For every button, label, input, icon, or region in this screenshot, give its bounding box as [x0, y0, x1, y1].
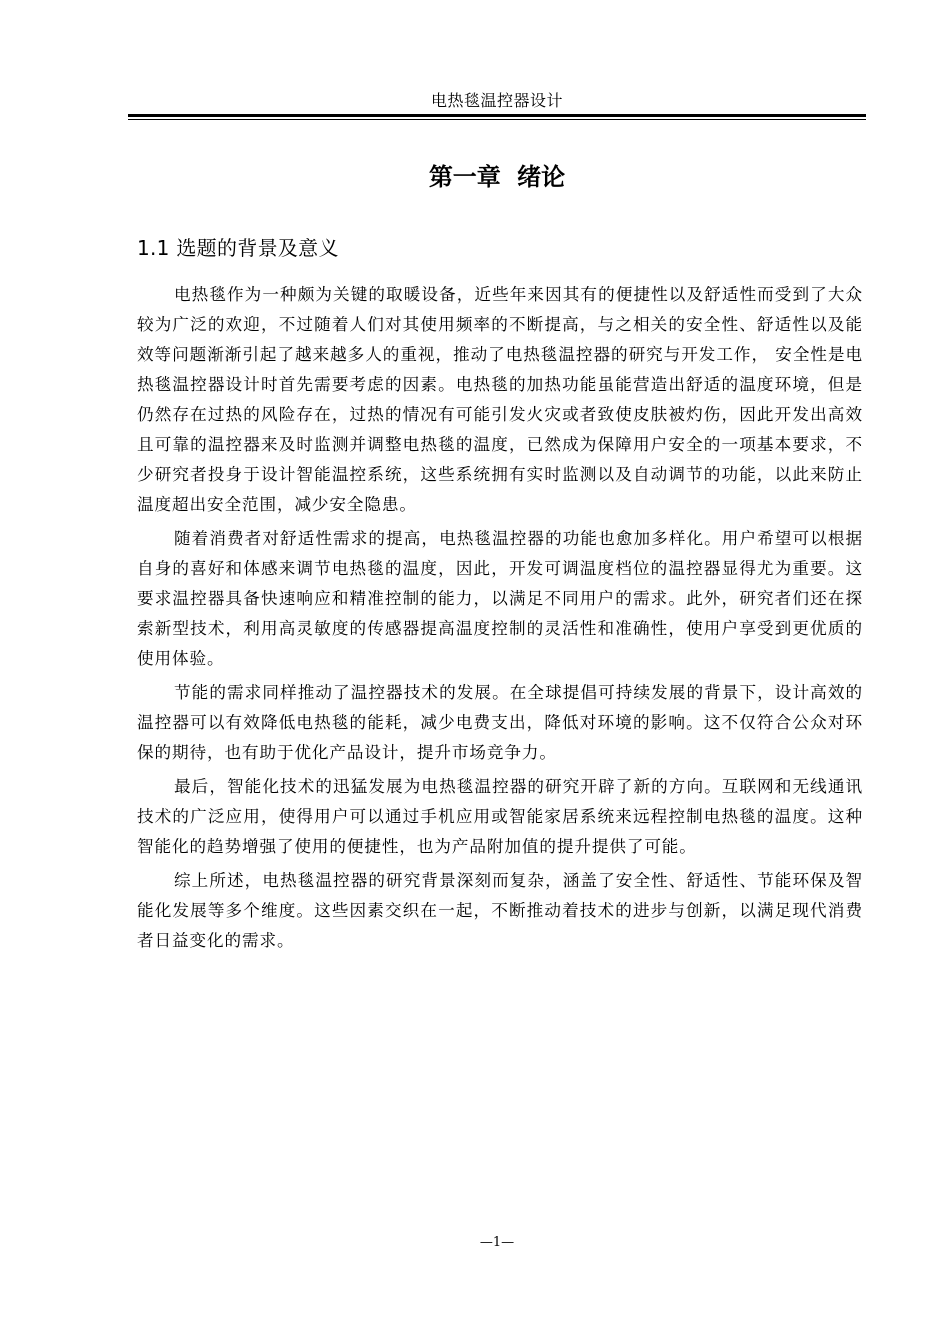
running-header: 电热毯温控器设计 — [430, 91, 563, 110]
paragraph: 随着消费者对舒适性需求的提高，电热毯温控器的功能也愈加多样化。用户希望可以根据自身的喜好和体感来调节电热毯的温度，因此，开发可调温度档位的温控器显得尤为重要。这要求温控器具备快速响应和精准控制的能力，以满足不同用户的需求。此外，研究者们还在探索新型技术，利用高灵敏度的传感器提高温度控制的灵活性和准确性，使用户享受到更优质的使用体验。 — [137, 529, 863, 668]
header-rule — [128, 114, 866, 117]
page-number: —1— — [479, 1235, 515, 1250]
paragraph: 综上所述，电热毯温控器的研究背景深刻而复杂，涵盖了安全性、舒适性、节能环保及智能化发展等多个维度。这些因素交织在一起，不断推动着技术的进步与创新，以满足现代消费者日益变化的需求。 — [137, 871, 863, 950]
paragraph: 电热毯作为一种颇为关键的取暖设备，近些年来因其有的便捷性以及舒适性而受到了大众较为广泛的欢迎，不过随着人们对其使用频率的不断提高，与之相关的安全性、舒适性以及能效等问题渐渐引起了越来越多人的重视，推动了电热毯温控器的研究与开发工作， 安全性是电热毯温控器设计时首先需要考虑的因素。电热毯的加热功能虽能营造出舒适的温度环境，但是仍然存在过热的风险存在，过热的情况有可能引发火灾或者致使皮肤被灼伤，因此开发出高效且可靠的温控器来及时监测并调整电热毯的温度，已然成为保障用户安全的一项基本要求，不少研究者投身于设计智能温控系统，这些系统拥有实时监测以及自动调节的功能，以此来防止温度超出安全范围，减少安全隐患。 — [137, 285, 863, 514]
paragraph: 节能的需求同样推动了温控器技术的发展。在全球提倡可持续发展的背景下，设计高效的温控器可以有效降低电热毯的能耗，减少电费支出，降低对环境的影响。这不仅符合公众对环保的期待，也有助于优化产品设计，提升市场竞争力。 — [137, 683, 863, 762]
paragraph: 最后，智能化技术的迅猛发展为电热毯温控器的研究开辟了新的方向。互联网和无线通讯技术的广泛应用，使得用户可以通过手机应用或智能家居系统来远程控制电热毯的温度。这种智能化的趋势增强了使用的便捷性，也为产品附加值的提升提供了可能。 — [137, 777, 863, 856]
section-heading: 1.1 选题的背景及意义 — [137, 236, 339, 260]
body-text — [137, 280, 863, 956]
header-rule-thin — [128, 119, 866, 120]
chapter-title: 第一章 绪论 — [428, 163, 566, 191]
